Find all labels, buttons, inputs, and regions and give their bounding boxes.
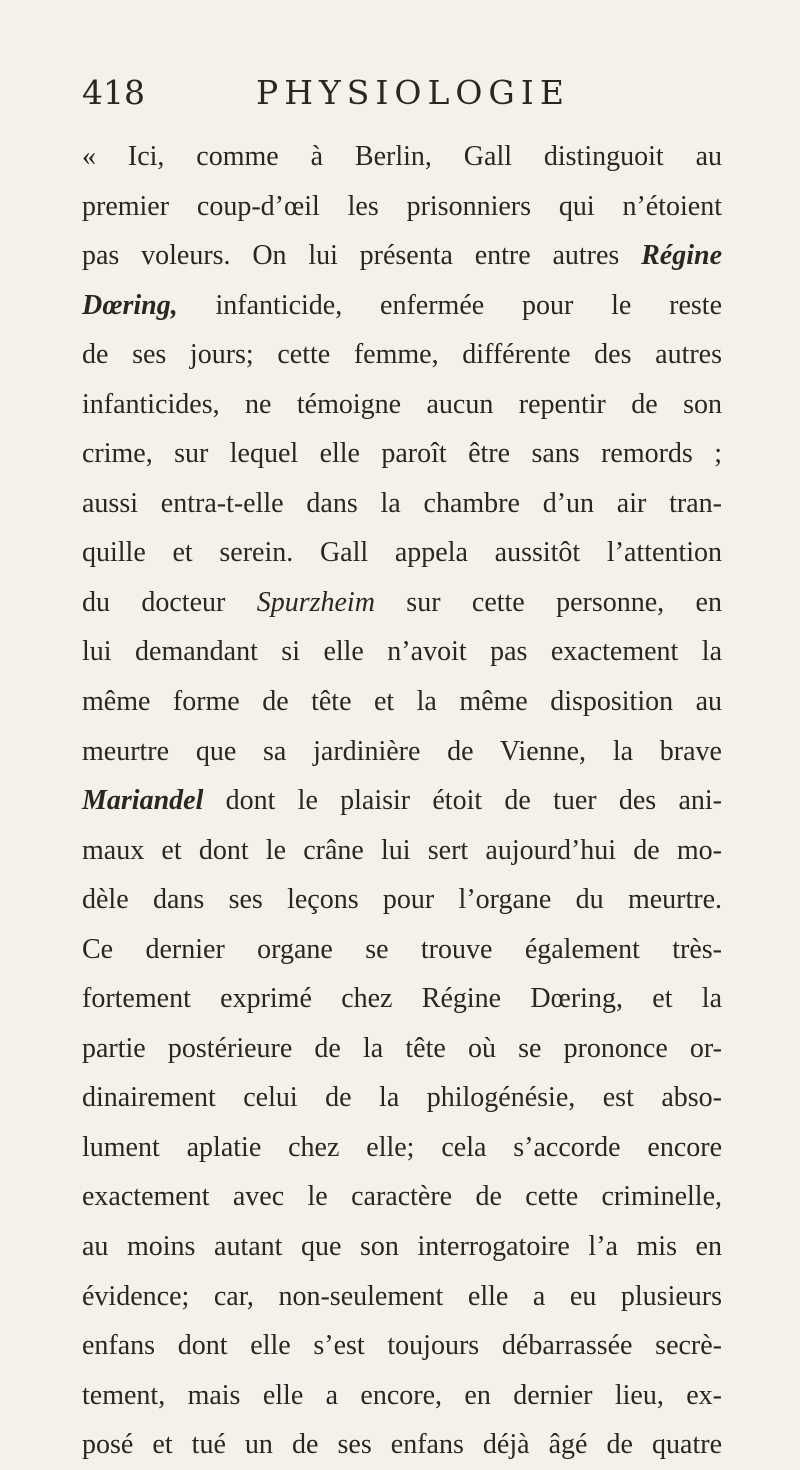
text-line: [82, 1172, 722, 1222]
text-line: [82, 677, 722, 727]
text-segment: lui demandant si elle n’avoit pas exactement la: [82, 636, 722, 668]
text-line: [82, 578, 722, 628]
italic-name: Régine: [641, 240, 722, 272]
text-line: [82, 1024, 722, 1074]
text-line: [82, 1272, 722, 1322]
text-line: [82, 231, 722, 281]
text-line: [82, 281, 722, 331]
text-line: [82, 330, 722, 380]
text-line: [82, 1420, 722, 1470]
text-line: [82, 1073, 722, 1123]
text-segment: lument aplatie chez elle; cela s’accorde encore: [82, 1131, 722, 1163]
text-segment: meurtre que sa jardinière de Vienne, la brave: [82, 735, 722, 767]
text-segment: fortement exprimé chez Régine Dœring, et la: [82, 983, 722, 1015]
italic-name: Mariandel: [82, 785, 204, 817]
text-line: [82, 1123, 722, 1173]
page-header: [82, 68, 722, 118]
text-segment: « Ici, comme à Berlin, Gall distinguoit au: [82, 141, 722, 172]
text-line: [82, 1321, 722, 1371]
text-segment: premier coup-d’œil les prisonniers qui n’étoient: [82, 190, 722, 222]
text-line: [82, 1222, 722, 1272]
text-line: [82, 727, 722, 777]
text-segment: quille et serein. Gall appela aussitôt l’attention: [82, 537, 722, 569]
text-segment: même forme de tête et la même disposition au: [82, 686, 722, 718]
text-line: [82, 479, 722, 529]
text-segment: crime, sur lequel elle paroît être sans remords ;: [82, 438, 722, 470]
text-line: [82, 132, 722, 182]
text-line: [82, 528, 722, 578]
text-segment: maux et dont le crâne lui sert aujourd’hui de mo-: [82, 834, 722, 866]
body-text: [82, 132, 722, 1470]
text-line: [82, 380, 722, 430]
text-line: [82, 974, 722, 1024]
text-segment: au moins autant que son interrogatoire l’a mis en: [82, 1231, 722, 1263]
text-segment: exactement avec le caractère de cette criminelle,: [82, 1181, 722, 1213]
text-segment: tement, mais elle a encore, en dernier lieu, ex-: [82, 1379, 722, 1411]
text-segment: dèle dans ses leçons pour l’organe du meurtre.: [82, 884, 722, 916]
text-line: [82, 1371, 722, 1421]
text-line: [82, 826, 722, 876]
text-segment: enfans dont elle s’est toujours débarrassée secrè-: [82, 1330, 722, 1362]
text-segment: partie postérieure de la tête où se prononce or-: [82, 1032, 722, 1064]
text-segment: évidence; car, non-seulement elle a eu plusieurs: [82, 1280, 722, 1312]
text-line: [82, 875, 722, 925]
text-segment: dont le plaisir étoit de tuer des ani-: [203, 785, 722, 817]
italic-name: Dœring,: [82, 289, 178, 321]
page-number: 418: [82, 73, 145, 112]
text-segment: pas voleurs. On lui présenta entre autres: [82, 240, 642, 272]
text-segment: aussi entra-t-elle dans la chambre d’un air tran-: [82, 487, 722, 519]
text-segment: infanticides, ne témoigne aucun repentir de son: [82, 388, 722, 420]
text-line: [82, 429, 722, 479]
text-line: [82, 182, 722, 232]
text-segment: du docteur: [82, 586, 257, 618]
italic-name: Spurzheim: [256, 586, 375, 618]
text-segment: dinairement celui de la philogénésie, est abso-: [82, 1082, 722, 1114]
text-line: [82, 627, 722, 677]
running-head: PHYSIOLOGIE: [256, 73, 570, 112]
text-segment: posé et tué un de ses enfans déjà âgé de quatre: [82, 1429, 722, 1461]
text-segment: Ce dernier organe se trouve également très-: [82, 933, 722, 965]
text-segment: sur cette personne, en: [374, 586, 722, 618]
text-segment: infanticide, enfermée pour le reste: [177, 289, 722, 321]
text-line: [82, 776, 722, 826]
text-line: [82, 925, 722, 975]
text-segment: de ses jours; cette femme, différente des autres: [82, 339, 722, 371]
